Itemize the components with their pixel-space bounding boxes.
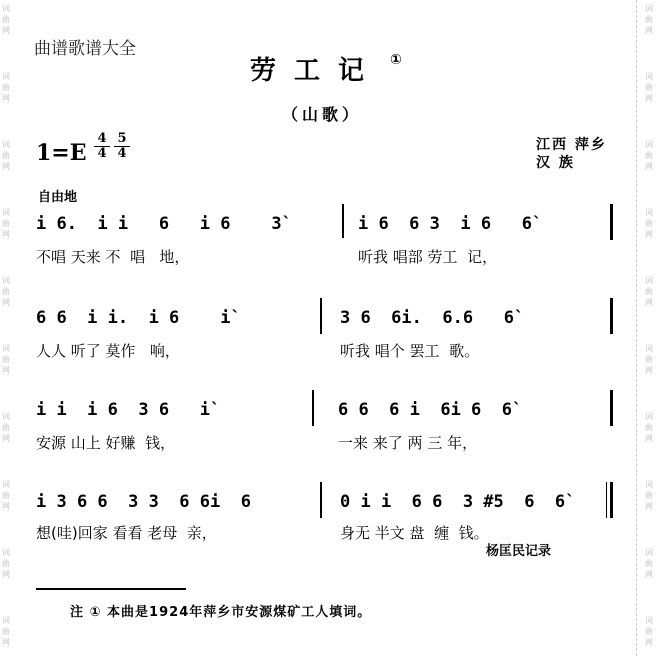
watermark-glyph: 曲	[2, 627, 10, 636]
watermark-glyph: 词	[2, 616, 10, 625]
song-origin	[536, 136, 607, 172]
watermark-glyph: 曲	[2, 83, 10, 92]
watermark-glyph: 曲	[2, 355, 10, 364]
song-title: 劳工记	[250, 56, 383, 86]
notation-line-1-b: i 6 6 3 i 6 6`	[358, 214, 543, 234]
watermark-glyph: 网	[2, 570, 10, 579]
lyrics-line-4-a: 想(哇)回家 看看 老母 亲，	[36, 524, 217, 542]
watermark-glyph: 词	[645, 548, 653, 557]
watermark-glyph: 网	[645, 298, 653, 307]
watermark-glyph: 词	[2, 480, 10, 489]
watermark-glyph: 网	[645, 570, 653, 579]
watermark-glyph: 词	[2, 4, 10, 13]
final-bar-thick	[610, 482, 613, 518]
watermark-glyph: 词	[645, 72, 653, 81]
watermark-glyph: 网	[645, 230, 653, 239]
watermark-glyph: 网	[2, 230, 10, 239]
watermark-glyph: 曲	[2, 559, 10, 568]
notation-line-4-b: 0 i i 6 6 3 #5 6 6`	[340, 492, 576, 512]
watermark-glyph: 网	[645, 638, 653, 647]
lyrics-line-3-b: 一来 来了 两 三 年，	[338, 434, 478, 452]
watermark-glyph: 词	[645, 208, 653, 217]
watermark-glyph: 曲	[645, 83, 653, 92]
meter-numerator: 4	[94, 132, 110, 147]
meter-denominator: 4	[117, 146, 127, 161]
final-bar-thin	[606, 482, 607, 518]
watermark-glyph: 词	[2, 412, 10, 421]
watermark-glyph: 曲	[645, 491, 653, 500]
watermark-glyph: 网	[2, 638, 10, 647]
watermark-glyph: 网	[2, 298, 10, 307]
watermark-glyph: 词	[2, 72, 10, 81]
watermark-glyph: 词	[2, 276, 10, 285]
lyrics-line-4-b: 身无 半文 盘 缠 钱。	[340, 524, 489, 542]
watermark-glyph: 网	[2, 94, 10, 103]
watermark-glyph: 词	[645, 4, 653, 13]
time-signature-2	[114, 132, 130, 161]
watermark-glyph: 词	[645, 480, 653, 489]
watermark-glyph: 曲	[2, 287, 10, 296]
footnote: 注 ① 本曲是1924年萍乡市安源煤矿工人填词。	[70, 605, 372, 620]
watermark-glyph: 词	[2, 548, 10, 557]
watermark-glyph: 曲	[2, 219, 10, 228]
notation-line-3-a: i i i 6 3 6 i`	[36, 400, 221, 420]
footnote-divider	[36, 588, 186, 590]
watermark-glyph: 曲	[645, 219, 653, 228]
origin-ethnicity: 汉 族	[536, 155, 575, 171]
bar-line	[342, 204, 344, 238]
song-subtitle: （山歌）	[282, 105, 363, 124]
watermark-glyph: 曲	[645, 559, 653, 568]
notation-line-2-b: 3 6 6i. 6.6 6`	[340, 308, 525, 328]
watermark-glyph: 网	[2, 502, 10, 511]
watermark-glyph: 曲	[645, 15, 653, 24]
watermark-glyph: 曲	[2, 151, 10, 160]
notation-line-3-b: 6 6 6 i 6i 6 6`	[338, 400, 523, 420]
bar-line	[610, 298, 613, 334]
bar-line	[312, 390, 314, 426]
bar-line	[320, 482, 322, 518]
watermark-glyph: 词	[2, 344, 10, 353]
watermark-glyph: 曲	[645, 355, 653, 364]
watermark-glyph: 网	[645, 366, 653, 375]
watermark-glyph: 曲	[2, 15, 10, 24]
bar-line	[610, 390, 613, 426]
watermark-left	[0, 0, 14, 656]
notation-line-2-a: 6 6 i i. i 6 i`	[36, 308, 241, 328]
lyrics-line-1-a: 不唱 天来 不 唱 地，	[36, 248, 190, 266]
watermark-glyph: 网	[2, 366, 10, 375]
bar-line	[610, 204, 613, 240]
watermark-right	[636, 0, 657, 656]
meter-denominator: 4	[97, 146, 107, 161]
lyrics-line-2-b: 听我 唱个 罢工 歌。	[340, 342, 480, 360]
tempo-marking: 自由地	[38, 190, 78, 205]
watermark-glyph: 曲	[2, 423, 10, 432]
watermark-glyph: 网	[645, 26, 653, 35]
key-signature: 1=E	[36, 140, 87, 166]
watermark-glyph: 曲	[2, 491, 10, 500]
notation-line-4-a: i 3 6 6 3 3 6 6i 6	[36, 492, 251, 512]
watermark-glyph: 网	[645, 94, 653, 103]
watermark-glyph: 网	[645, 162, 653, 171]
watermark-glyph: 网	[2, 162, 10, 171]
watermark-glyph: 词	[645, 140, 653, 149]
lyrics-line-1-b: 听我 唱部 劳工 记，	[358, 248, 498, 266]
meter-numerator: 5	[114, 132, 130, 147]
lyrics-line-3-a: 安源 山上 好赚 钱，	[36, 434, 176, 452]
notation-line-1-a: i 6. i i 6 i 6 3`	[36, 214, 292, 234]
watermark-glyph: 网	[2, 26, 10, 35]
watermark-glyph: 曲	[645, 287, 653, 296]
watermark-glyph: 词	[645, 412, 653, 421]
origin-region: 江西 萍乡	[536, 137, 607, 153]
watermark-glyph: 网	[645, 434, 653, 443]
watermark-glyph: 曲	[645, 627, 653, 636]
watermark-glyph: 词	[645, 344, 653, 353]
watermark-glyph: 网	[2, 434, 10, 443]
recorder-credit: 杨匡民记录	[486, 544, 552, 559]
watermark-glyph: 词	[2, 140, 10, 149]
bar-line	[320, 298, 322, 334]
watermark-glyph: 曲	[645, 151, 653, 160]
site-label: 曲谱歌谱大全	[34, 39, 136, 59]
lyrics-line-2-a: 人人 听了 莫作 响，	[36, 342, 180, 360]
watermark-glyph: 词	[645, 276, 653, 285]
watermark-glyph: 网	[645, 502, 653, 511]
watermark-glyph: 词	[645, 616, 653, 625]
time-signature-1	[94, 132, 110, 161]
watermark-glyph: 曲	[645, 423, 653, 432]
watermark-glyph: 词	[2, 208, 10, 217]
title-footnote-mark: ①	[390, 52, 402, 68]
